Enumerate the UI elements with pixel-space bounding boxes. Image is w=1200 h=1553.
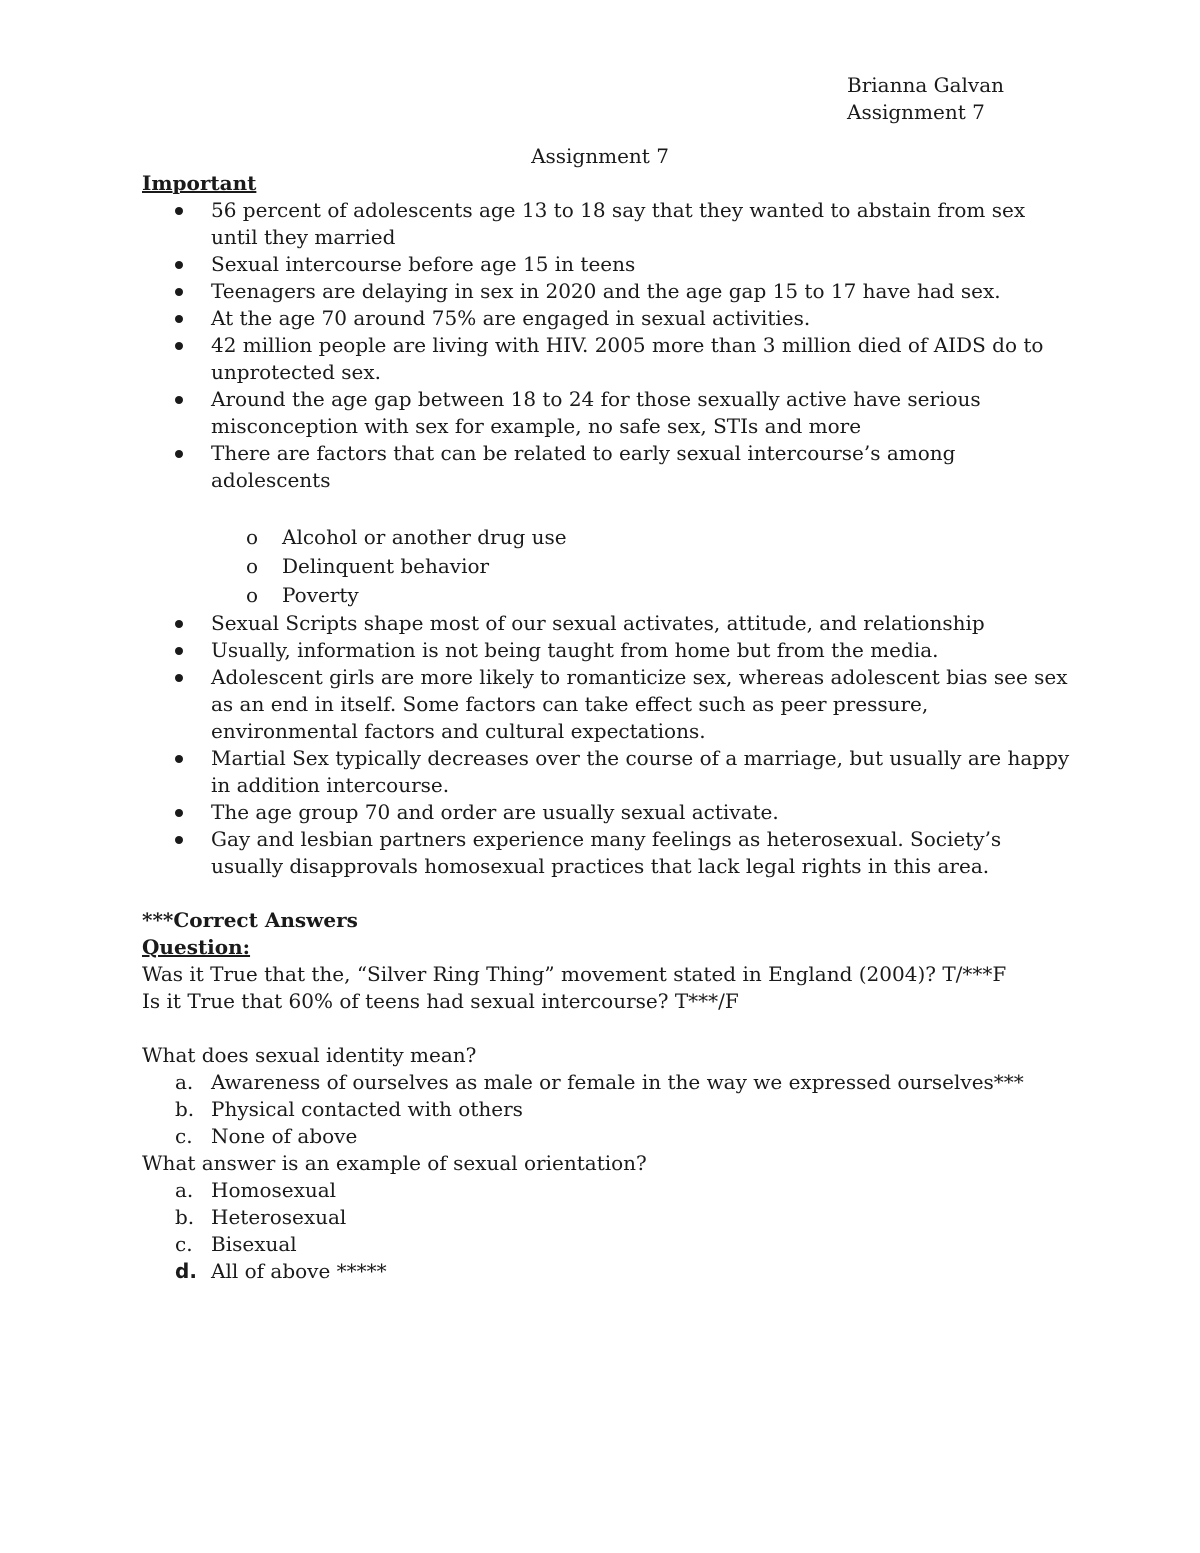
question-label: Question:	[142, 935, 251, 959]
list-item: At the age 70 around 75% are engaged in sexual activities.	[142, 305, 1072, 332]
document-title: Assignment 7	[531, 144, 669, 168]
choice-marker: a.	[175, 1070, 194, 1094]
choice-text: All of above *****	[211, 1259, 387, 1283]
list-item: The age group 70 and order are usually sexual activate.	[142, 799, 1072, 826]
choice-item	[142, 1096, 1072, 1123]
important-heading: Important	[142, 171, 257, 195]
author-name: Brianna Galvan	[847, 73, 1005, 97]
list-item: Sexual intercourse before age 15 in teens	[142, 251, 1072, 278]
choice-item	[142, 1204, 1072, 1231]
important-list-b	[142, 610, 1072, 880]
list-item: Adolescent girls are more likely to romanticize sex, whereas adolescent bias see sex as an end in itself. Some factors can take effect such as peer pressure, environmental factors and cultural expectations.	[142, 664, 1072, 745]
choice-marker: c.	[175, 1232, 193, 1256]
choice-text: Awareness of ourselves as male or female in the way we expressed ourselves***	[211, 1070, 1024, 1094]
list-item: Sexual Scripts shape most of our sexual activates, attitude, and relationship	[142, 610, 1072, 637]
choice-marker: b.	[175, 1205, 195, 1229]
list-item: 56 percent of adolescents age 13 to 18 say that they wanted to abstain from sex until they married	[142, 197, 1072, 251]
factors-sublist	[142, 523, 1072, 610]
header-assignment: Assignment 7	[847, 100, 985, 124]
choice-text: Bisexual	[211, 1232, 297, 1256]
important-list-a	[142, 197, 1072, 494]
list-item: Usually, information is not being taught from home but from the media.	[142, 637, 1072, 664]
spacer	[142, 880, 1072, 907]
list-item: o Poverty	[142, 581, 1072, 610]
list-item: Gay and lesbian partners experience many feelings as heterosexual. Society’s usually disapprovals homosexual practices that lack legal rights in this area.	[142, 826, 1072, 880]
list-item: o Delinquent behavior	[142, 552, 1072, 581]
question-text: What answer is an example of sexual orientation?	[142, 1151, 647, 1175]
choice-marker: d.	[175, 1259, 197, 1283]
choice-text: Homosexual	[211, 1178, 337, 1202]
choice-marker: a.	[175, 1178, 194, 1202]
tf-question: Is it True that 60% of teens had sexual intercourse? T***/F	[142, 989, 739, 1013]
question-text: What does sexual identity mean?	[142, 1043, 477, 1067]
list-item: Teenagers are delaying in sex in 2020 and the age gap 15 to 17 have had sex.	[142, 278, 1072, 305]
choice-text: Heterosexual	[211, 1205, 347, 1229]
choice-marker: c.	[175, 1124, 193, 1148]
spacer	[142, 1015, 1072, 1042]
correct-answers-heading: ***Correct Answers	[142, 908, 358, 932]
list-item: Martial Sex typically decreases over the course of a marriage, but usually are happy in addition intercourse.	[142, 745, 1072, 799]
header-block	[847, 72, 1004, 126]
choice-item	[142, 1231, 1072, 1258]
choice-list	[142, 1177, 1072, 1285]
list-item: Around the age gap between 18 to 24 for those sexually active have serious misconception with sex for example, no safe sex, STIs and more	[142, 386, 1072, 440]
choice-item	[142, 1069, 1072, 1096]
list-item: 42 million people are living with HIV. 2005 more than 3 million died of AIDS do to unprotected sex.	[142, 332, 1072, 386]
choice-item	[142, 1123, 1072, 1150]
choice-text: None of above	[211, 1124, 358, 1148]
choice-list	[142, 1069, 1072, 1150]
tf-question: Was it True that the, “Silver Ring Thing” movement stated in England (2004)? T/***F	[142, 962, 1007, 986]
choice-marker: b.	[175, 1097, 195, 1121]
list-item: o Alcohol or another drug use	[142, 523, 1072, 552]
choice-text: Physical contacted with others	[211, 1097, 523, 1121]
spacer	[142, 494, 1072, 523]
choice-item	[142, 1258, 1072, 1285]
choice-item	[142, 1177, 1072, 1204]
list-item: There are factors that can be related to early sexual intercourse’s among adolescents	[142, 440, 1072, 494]
document-body	[142, 170, 1072, 1285]
